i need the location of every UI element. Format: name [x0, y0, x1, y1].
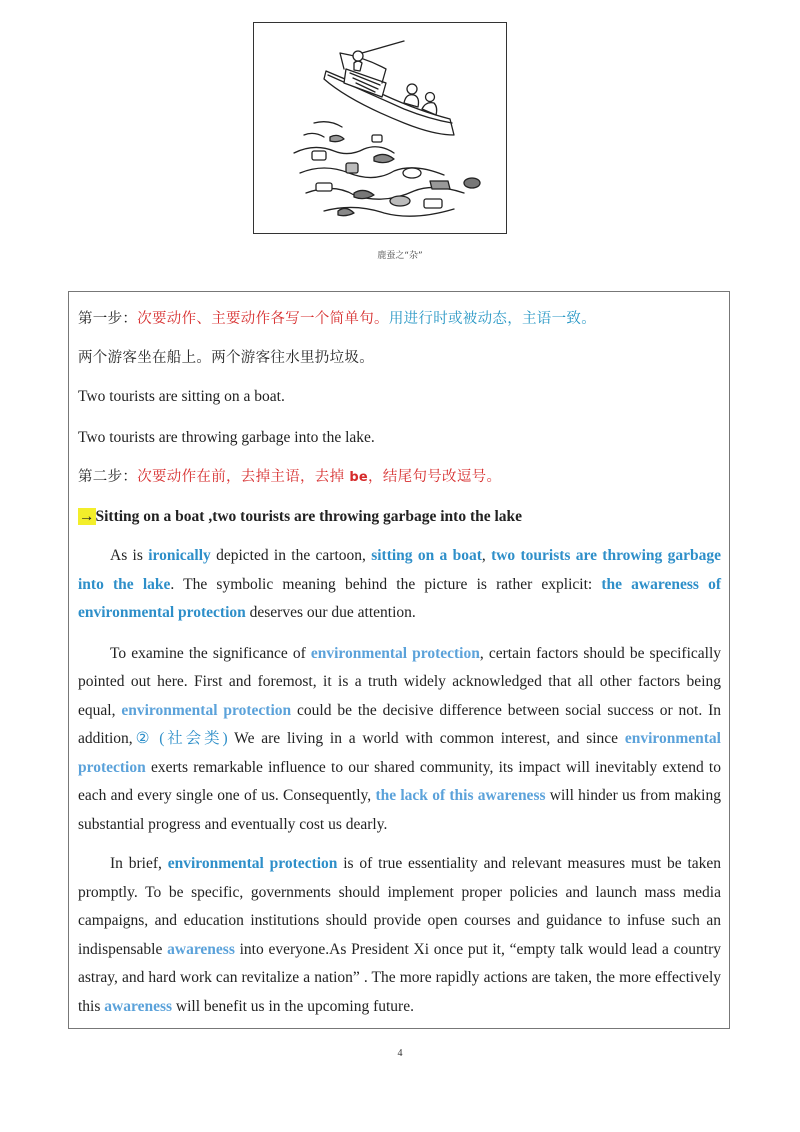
text: As is — [110, 547, 149, 564]
step2-instruction-b: ，结尾句号改逗号。 — [368, 469, 502, 485]
figure-caption: 鹿蚕之“杂” — [377, 251, 423, 261]
text: exerts remarkable influence to our shared community, its impact will inevitably extend to each and every single one of us. Consequently, — [78, 758, 721, 804]
highlight: awareness — [167, 940, 235, 958]
combined-sentence: Sitting on a boat ,two tourists are throwing garbage into the lake — [95, 508, 523, 525]
highlight: environmental protection — [121, 701, 292, 719]
step2-line — [78, 465, 721, 490]
text: will benefit us in the upcoming future. — [172, 997, 414, 1015]
highlight: sitting on a boat — [371, 547, 482, 564]
cartoon-illustration — [253, 22, 507, 234]
arrow-icon: → — [79, 508, 95, 525]
essay-box — [68, 291, 730, 1029]
essay-paragraph-2 — [78, 640, 721, 840]
chinese-sentence: 两个游客坐在船上。两个游客往水里扔垃圾。 — [78, 350, 374, 366]
step2-instruction-a: 次要动作在前，去掉主语，去掉 — [137, 469, 350, 485]
highlight: environmental protection — [78, 730, 721, 776]
cartoon-drawing — [254, 23, 506, 233]
page-number: 4 — [397, 1048, 403, 1059]
text: is of true essentiality and relevant measures must be taken promptly. To be specific, governments should implement proper policies and launch mass media campaigns, and education institutions should provide open courses and guidance to infuse such an indispensable — [78, 855, 722, 958]
text: , certain factors should be specifically pointed out here. First and foremost, it is a truth widely acknowledged that all other factors being equal, — [78, 644, 721, 719]
text: . The symbolic meaning behind the picture is rather explicit: — [170, 575, 602, 593]
text: will hinder us from making substantial progress and eventually cost us dearly. — [78, 787, 721, 833]
text: depicted in the cartoon, — [210, 547, 372, 564]
english-sentence-1: Two tourists are sitting on a boat. — [78, 388, 285, 405]
highlight: ironically — [148, 547, 211, 564]
combined-sentence-line — [78, 505, 721, 529]
text: into everyone.As President Xi once put it, “empty talk would lead a country astray, and hard work can revitalize a nation” . The more rapidly actions are taken, the more effectively this — [78, 940, 721, 1015]
highlight: environmental protection — [310, 644, 480, 662]
highlight: two tourists are throwing garbage into the lake — [78, 547, 721, 593]
highlight: the awareness of environmental protection — [78, 575, 721, 621]
text: , — [481, 547, 492, 564]
text: To examine the significance of — [110, 644, 311, 662]
text: deserves our due attention. — [245, 604, 416, 621]
step1-label: 第一步： — [78, 311, 138, 327]
step2-be: be — [349, 470, 369, 485]
essay-paragraph-1 — [78, 542, 721, 628]
step1-line — [78, 307, 721, 331]
step1-instruction-red: 次要动作、主要动作各写一个简单句。 — [137, 311, 389, 327]
category-marker: ② (社会类) — [132, 730, 228, 747]
essay-paragraph-3 — [78, 850, 721, 1021]
highlight: environmental protection — [167, 855, 338, 872]
step1-instruction-cyan: 用进行时或被动态，主语一致。 — [388, 311, 597, 327]
highlight: awareness — [104, 997, 173, 1015]
english-sentence-2: Two tourists are throwing garbage into the lake. — [78, 429, 375, 446]
text: In brief, — [110, 855, 168, 872]
text: We are living in a world with common interest, and since — [227, 730, 625, 747]
highlight: the lack of this awareness — [375, 787, 546, 804]
text: could be the decisive difference between social success or not. In addition, — [78, 701, 721, 747]
step2-label: 第二步： — [78, 469, 138, 485]
